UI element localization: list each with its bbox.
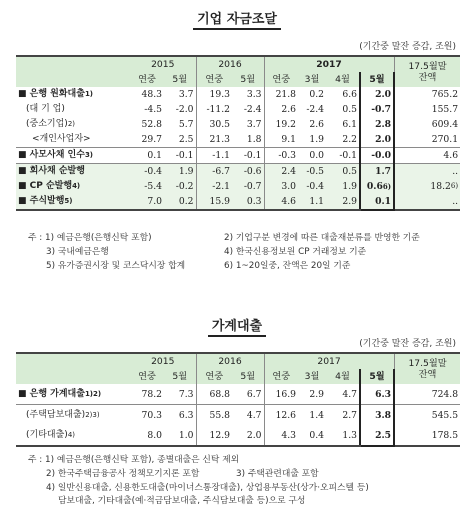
cell: 2.2 bbox=[326, 132, 360, 148]
table-row bbox=[16, 148, 460, 164]
cell: 4.6 bbox=[264, 194, 298, 210]
cell: 52.8 bbox=[141, 119, 162, 130]
corp-title: 기업 자금조달 bbox=[0, 8, 474, 30]
cell-balance: 609.4 bbox=[394, 117, 460, 132]
cell: 5.7 bbox=[178, 119, 194, 130]
note-line: 3) 국내예금은행 4) 한국신용정보원 CP 거래정보 기준 bbox=[46, 246, 367, 257]
cell: 3.7 bbox=[178, 89, 194, 100]
table-row bbox=[16, 425, 460, 446]
cell: 6.7 bbox=[232, 384, 264, 405]
cell-current: -0.7 bbox=[360, 102, 394, 117]
cell: 0.3 bbox=[232, 194, 264, 210]
household-year-2016: 2016 bbox=[196, 353, 264, 369]
table-row bbox=[16, 117, 460, 132]
cell: 30.5 bbox=[196, 117, 232, 132]
household-latest-col: 17.5월말 잔액 bbox=[394, 353, 460, 384]
cell: 0.1 bbox=[130, 148, 164, 164]
cell: -1.1 bbox=[196, 148, 232, 164]
cell: -2.1 bbox=[196, 179, 232, 194]
household-header-blank bbox=[16, 353, 130, 384]
cell: 7.0 bbox=[130, 194, 164, 210]
household-year-2015: 2015 bbox=[130, 353, 196, 369]
cell: -11.2 bbox=[196, 102, 232, 117]
cell-balance: .. bbox=[394, 194, 460, 210]
corp-notes bbox=[28, 232, 468, 273]
row-label: (주택담보대출)$^{2)3)}$ bbox=[26, 409, 100, 420]
note-line: 주 : 1) 예금은행(은행신탁 포함) 2) 기업구분 변경에 따른 대출재분류를 반영한 기준 bbox=[28, 233, 420, 243]
note-line: 2) 한국주택금융공사 정책모기지론 포함 3) 주택관련대출 포함 bbox=[46, 468, 319, 479]
cell: 6.3 bbox=[178, 409, 194, 421]
cell: 70.3 bbox=[141, 409, 162, 421]
household-month-header: 연중 bbox=[264, 369, 298, 384]
cell-current: -0.0 bbox=[360, 148, 394, 164]
cell: 2.6 bbox=[264, 102, 298, 117]
cell: -0.1 bbox=[326, 148, 360, 164]
row-label: ■ 사모사채 인수$^{3)}$ bbox=[16, 148, 130, 164]
household-year-2017: 2017 bbox=[264, 353, 394, 369]
row-label: ■ 은행 원화대출$^{1)}$ bbox=[18, 89, 94, 99]
corp-month-header: 5월 bbox=[232, 72, 264, 87]
cell: 8.0 bbox=[130, 425, 164, 446]
cell: 2.9 bbox=[326, 194, 360, 210]
household-table bbox=[16, 352, 460, 447]
table-row bbox=[16, 384, 460, 405]
cell-current: 2.0 bbox=[360, 132, 394, 148]
corp-header-years bbox=[16, 56, 460, 72]
cell: 1.9 bbox=[298, 132, 326, 148]
cell: 9.1 bbox=[264, 132, 298, 148]
household-unit: (기간중 말잔 증감, 조원) bbox=[359, 339, 456, 349]
cell: -0.4 bbox=[298, 179, 326, 194]
corp-month-header: 연중 bbox=[264, 72, 298, 87]
cell: -0.7 bbox=[232, 179, 264, 194]
cell: 1.9 bbox=[164, 164, 196, 180]
corp-month-header: 5월 bbox=[164, 72, 196, 87]
cell: 0.2 bbox=[309, 89, 325, 100]
cell: 4.3 bbox=[264, 425, 298, 446]
cell: -0.6 bbox=[232, 164, 264, 180]
cell: -2.4 bbox=[306, 104, 325, 115]
cell: -0.3 bbox=[264, 148, 298, 164]
table-row bbox=[16, 87, 460, 102]
table-row bbox=[16, 194, 460, 210]
cell: -0.1 bbox=[164, 148, 196, 164]
corp-month-header: 4월 bbox=[326, 72, 360, 87]
corp-year-2017: 2017 bbox=[264, 56, 394, 72]
cell: -5.4 bbox=[130, 179, 164, 194]
household-title: 가계대출 bbox=[0, 315, 474, 337]
cell: 2.5 bbox=[164, 132, 196, 148]
cell: 2.9 bbox=[298, 384, 326, 405]
cell-balance: 4.6 bbox=[394, 148, 460, 164]
cell-balance: .. bbox=[394, 164, 460, 180]
cell: 1.9 bbox=[326, 179, 360, 194]
cell-current: 1.7 bbox=[360, 164, 394, 180]
note-line: 5) 유가증권시장 및 코스닥시장 합계 6) 1~20일중, 잔액은 20일 기준 bbox=[46, 260, 351, 271]
cell: 16.9 bbox=[264, 384, 298, 405]
cell: 68.8 bbox=[196, 384, 232, 405]
cell: 15.9 bbox=[196, 194, 232, 210]
cell: -0.2 bbox=[164, 179, 196, 194]
cell: 19.2 bbox=[264, 117, 298, 132]
cell-current: 2.5 bbox=[360, 425, 394, 446]
cell: 0.4 bbox=[298, 425, 326, 446]
table-row bbox=[16, 102, 460, 117]
cell: -0.1 bbox=[232, 148, 264, 164]
cell: -2.0 bbox=[175, 104, 194, 115]
corp-unit: (기간중 말잔 증감, 조원) bbox=[359, 42, 456, 52]
cell: 2.7 bbox=[342, 409, 358, 421]
note-line: 4) 일반신용대출, 신용한도대출(마이너스통장대출), 상업용부동산(상가·오피스텔 등) bbox=[46, 482, 369, 493]
cell: 1.8 bbox=[232, 132, 264, 148]
household-month-header: 4월 bbox=[326, 369, 360, 384]
cell: 55.8 bbox=[196, 405, 232, 426]
cell: 29.7 bbox=[130, 132, 164, 148]
corp-month-header: 3월 bbox=[298, 72, 326, 87]
corp-table bbox=[16, 55, 460, 211]
cell: 3.3 bbox=[246, 89, 262, 100]
cell-balance: 155.7 bbox=[394, 102, 460, 117]
table-row bbox=[16, 132, 460, 148]
cell-current: 2.0 bbox=[360, 87, 394, 102]
cell: 3.0 bbox=[264, 179, 298, 194]
row-label: (기타대출)$^{4)}$ bbox=[16, 425, 130, 446]
cell: -6.7 bbox=[196, 164, 232, 180]
cell-balance: 724.8 bbox=[394, 384, 460, 405]
cell: 78.2 bbox=[130, 384, 164, 405]
cell: 2.6 bbox=[309, 119, 325, 130]
cell: 1.3 bbox=[326, 425, 360, 446]
note-line: 담보대출, 기타대출(예·적금담보대출, 주식담보대출 등)으로 구성 bbox=[58, 496, 306, 507]
corp-latest-col: 17.5월말 잔액 bbox=[394, 56, 460, 87]
cell-balance: 765.2 bbox=[394, 87, 460, 102]
cell-current: 3.8 bbox=[360, 405, 394, 426]
cell: 12.6 bbox=[264, 405, 298, 426]
cell: 12.9 bbox=[196, 425, 232, 446]
household-header-years bbox=[16, 353, 460, 369]
cell: 2.4 bbox=[264, 164, 298, 180]
cell-current: 2.8 bbox=[360, 117, 394, 132]
row-label: ■ 회사채 순발행 bbox=[16, 164, 130, 180]
cell: 4.7 bbox=[326, 384, 360, 405]
cell: 6.1 bbox=[342, 119, 358, 130]
household-month-header: 5월 bbox=[164, 369, 196, 384]
cell: 2.0 bbox=[232, 425, 264, 446]
cell: 21.3 bbox=[196, 132, 232, 148]
cell: -0.5 bbox=[298, 164, 326, 180]
corp-month-header: 연중 bbox=[130, 72, 164, 87]
row-label: <개인사업자> bbox=[16, 132, 130, 148]
household-month-header: 연중 bbox=[196, 369, 232, 384]
row-label: (중소기업)$^{2)}$ bbox=[26, 119, 75, 129]
cell: -2.4 bbox=[243, 104, 262, 115]
household-month-header: 연중 bbox=[130, 369, 164, 384]
cell-balance: 18.2$^{6)}$ bbox=[394, 179, 460, 194]
cell: 0.5 bbox=[342, 104, 358, 115]
corp-header-blank bbox=[16, 56, 130, 87]
table-row bbox=[16, 179, 460, 194]
household-notes bbox=[28, 454, 468, 509]
cell: 1.0 bbox=[164, 425, 196, 446]
cell: 0.2 bbox=[164, 194, 196, 210]
corp-month-header-current: 5월 bbox=[360, 72, 394, 87]
note-line: 주 : 1) 예금은행(은행신탁 포함), 종별대출은 신탁 제외 bbox=[28, 455, 240, 465]
household-month-header: 3월 bbox=[298, 369, 326, 384]
cell: 3.7 bbox=[246, 119, 262, 130]
cell-current: 0.1 bbox=[360, 194, 394, 210]
corp-year-2016: 2016 bbox=[196, 56, 264, 72]
cell: 7.3 bbox=[164, 384, 196, 405]
cell-current: 0.6$^{6)}$ bbox=[360, 179, 394, 194]
cell: 48.3 bbox=[141, 89, 162, 100]
cell: -0.4 bbox=[130, 164, 164, 180]
cell: 0.0 bbox=[298, 148, 326, 164]
cell: 1.1 bbox=[298, 194, 326, 210]
household-month-header-current: 5월 bbox=[360, 369, 394, 384]
table-row bbox=[16, 405, 460, 426]
cell: -4.5 bbox=[144, 104, 162, 115]
household-month-header: 5월 bbox=[232, 369, 264, 384]
row-label: ■ 주식발행$^{5)}$ bbox=[16, 194, 130, 210]
cell-current: 6.3 bbox=[360, 384, 394, 405]
row-label: (대 기 업) bbox=[26, 104, 65, 114]
corp-month-header: 연중 bbox=[196, 72, 232, 87]
row-label: ■ 은행 가계대출$^{1)2)}$ bbox=[16, 384, 130, 405]
table-row bbox=[16, 164, 460, 180]
row-label: ■ CP 순발행$^{4)}$ bbox=[16, 179, 130, 194]
cell: 21.8 bbox=[264, 87, 298, 102]
cell-balance: 270.1 bbox=[394, 132, 460, 148]
cell: 4.7 bbox=[246, 409, 262, 421]
cell-balance: 178.5 bbox=[394, 425, 460, 446]
cell: 0.5 bbox=[326, 164, 360, 180]
cell: 1.4 bbox=[309, 409, 325, 421]
cell: 6.6 bbox=[342, 89, 358, 100]
cell-balance: 545.5 bbox=[394, 405, 460, 426]
cell: 19.3 bbox=[196, 87, 232, 102]
corp-year-2015: 2015 bbox=[130, 56, 196, 72]
